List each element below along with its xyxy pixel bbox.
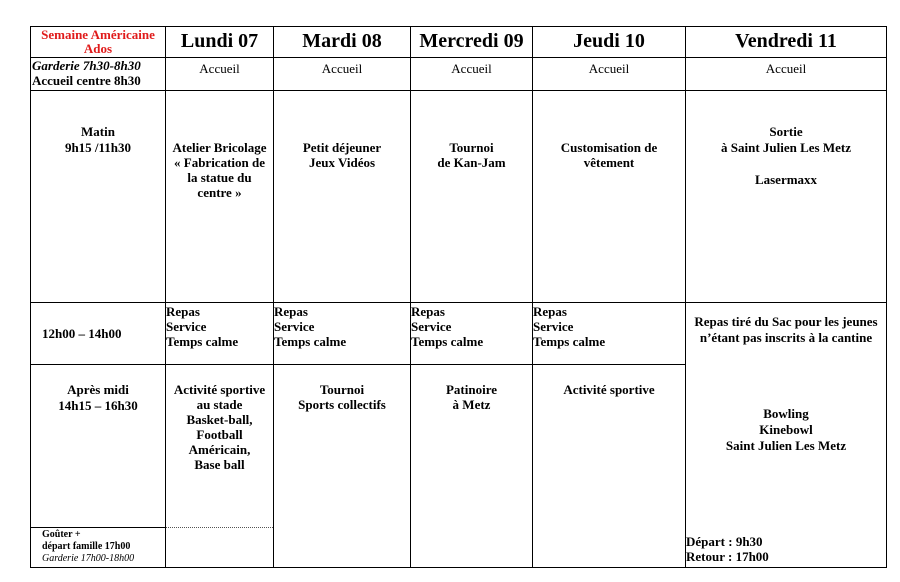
afternoon-activity-lundi: [166, 382, 273, 472]
activity-line: Sortie: [769, 124, 803, 139]
table-border-right: [886, 26, 887, 568]
activity-line: Petit déjeuner: [302, 140, 382, 155]
morning-activity-mardi: [274, 140, 410, 170]
afternoon-activity-mercredi: [411, 382, 532, 412]
lunch-cell-vendredi: [686, 314, 886, 346]
lunch-line: Repas: [274, 304, 308, 319]
activity-line: Activité sportive: [563, 382, 655, 397]
activity-line: Kinebowl: [759, 422, 813, 437]
activity-line: Customisation de: [560, 140, 658, 155]
end-label-line3: Garderie 17h00-18h00: [42, 553, 135, 564]
activity-line: Américain,: [188, 442, 251, 457]
arrival-cell-jeudi: Accueil: [588, 61, 630, 76]
activity-line: Sports collectifs: [298, 397, 386, 412]
arrival-label-line2: Accueil centre 8h30: [32, 73, 141, 88]
arrival-cell-mardi: Accueil: [321, 61, 363, 76]
lunch-line: n’étant pas inscrits à la cantine: [699, 330, 873, 345]
end-label-line1: Goûter +: [42, 529, 81, 540]
lunch-line: Temps calme: [166, 334, 239, 349]
morning-activity-lundi: [166, 140, 273, 200]
activity-line: centre »: [197, 185, 242, 200]
lunch-line: Temps calme: [411, 334, 484, 349]
activity-line: Tournoi: [319, 382, 365, 397]
activity-line: au stade: [196, 397, 243, 412]
lunch-line: Service: [411, 319, 452, 334]
arrival-cell-mercredi: Accueil: [451, 61, 492, 76]
lunch-line: Service: [274, 319, 315, 334]
activity-line: Base ball: [194, 457, 245, 472]
lunch-line: Temps calme: [274, 334, 347, 349]
afternoon-label-line2: 14h15 – 16h30: [58, 398, 138, 413]
morning-label: [31, 124, 165, 156]
morning-label-line1: Matin: [81, 124, 115, 139]
morning-label-line2: 9h15 /11h30: [64, 140, 132, 155]
activity-line: Basket-ball,: [186, 412, 253, 427]
afternoon-activity-vendredi: [686, 406, 886, 454]
morning-activity-vendredi: [686, 124, 886, 188]
end-label-line2: départ famille 17h00: [42, 541, 131, 552]
week-title: [31, 27, 165, 57]
lunch-line: Repas: [166, 304, 200, 319]
table-border-bottom: [30, 567, 886, 568]
lunch-cell-lundi: [166, 304, 273, 349]
end-of-day-label: [42, 529, 165, 565]
morning-activity-mercredi: [411, 140, 532, 170]
week-title-line2: Ados: [83, 41, 113, 56]
row-divider: [30, 364, 685, 365]
activity-line: Football: [196, 427, 243, 442]
column-divider: [532, 26, 533, 568]
lunch-line: Service: [533, 319, 574, 334]
lunch-cell-jeudi: [533, 304, 685, 349]
activity-line: Patinoire: [445, 382, 498, 397]
activity-line: à Saint Julien Les Metz: [721, 140, 851, 155]
column-divider: [273, 26, 274, 568]
day-header-vendredi: Vendredi 11: [735, 30, 837, 52]
arrival-label-line1: Garderie 7h30-8h30: [32, 58, 141, 73]
day-header-mercredi: Mercredi 09: [419, 30, 524, 52]
morning-activity-jeudi: [533, 140, 685, 170]
column-divider: [410, 26, 411, 568]
row-divider: [30, 302, 886, 303]
activity-line: de Kan-Jam: [437, 155, 506, 170]
arrival-cell-vendredi: Accueil: [765, 61, 807, 76]
column-divider: [685, 26, 686, 568]
afternoon-label-line1: Après midi: [67, 382, 129, 397]
lunch-line: Service: [166, 319, 207, 334]
activity-line: Saint Julien Les Metz: [725, 438, 847, 453]
activity-line: vêtement: [583, 155, 635, 170]
lunch-line: Repas: [411, 304, 445, 319]
departure-time: Départ : 9h30: [686, 534, 763, 549]
row-divider: [30, 90, 886, 91]
day-header-mardi: Mardi 08: [302, 30, 382, 52]
return-time: Retour : 17h00: [686, 549, 769, 564]
activity-line: Bowling: [763, 406, 809, 421]
lunch-line: Repas tiré du Sac pour les jeunes: [694, 314, 878, 329]
day-header-jeudi: Jeudi 10: [573, 30, 645, 52]
table-border-left: [30, 26, 31, 568]
activity-line: Atelier Bricolage: [172, 140, 267, 155]
activity-line: « Fabrication de: [174, 155, 265, 170]
column-divider: [165, 26, 166, 568]
activity-line: Lasermaxx: [754, 172, 818, 187]
activity-line: Activité sportive: [173, 382, 266, 397]
dotted-divider: [165, 527, 273, 528]
arrival-label: [32, 58, 165, 90]
lunch-line: Repas: [533, 304, 567, 319]
lunch-line: Temps calme: [533, 334, 606, 349]
row-divider: [30, 527, 165, 528]
day-header-lundi: Lundi 07: [180, 30, 259, 52]
activity-line: la statue du: [187, 170, 252, 185]
afternoon-activity-mardi: [274, 382, 410, 412]
vendredi-times: [686, 534, 886, 564]
afternoon-activity-jeudi: [533, 382, 685, 397]
lunch-label: 12h00 – 14h00: [42, 326, 122, 341]
activity-line: Jeux Vidéos: [308, 155, 376, 170]
lunch-cell-mercredi: [411, 304, 532, 349]
lunch-cell-mardi: [274, 304, 410, 349]
week-title-line1: Semaine Américaine: [41, 27, 155, 42]
activity-line: à Metz: [452, 397, 491, 412]
activity-line: Tournoi: [449, 140, 494, 155]
afternoon-label: [31, 382, 165, 414]
arrival-cell-lundi: Accueil: [199, 61, 240, 76]
activity-line: [686, 156, 886, 172]
